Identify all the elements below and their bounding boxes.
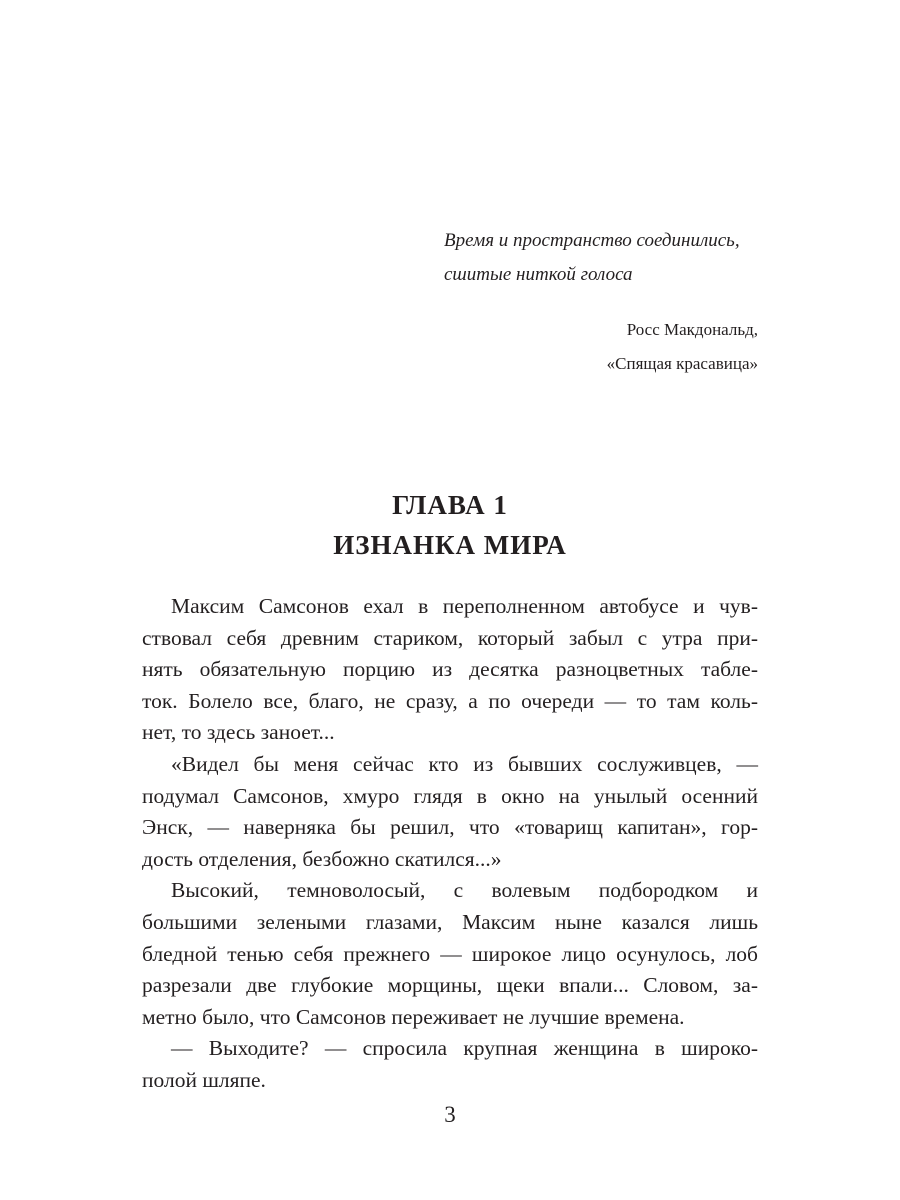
text-line: бледной тенью себя прежнего — широкое лицо осунулось, лоб — [142, 941, 758, 966]
attribution-author: Росс Макдональд, — [626, 320, 758, 339]
text-line: ствовал себя древним стариком, который забыл с утра при- — [142, 625, 758, 650]
chapter-number: ГЛАВА 1 — [392, 490, 508, 520]
body-text — [142, 591, 758, 1097]
text-line: нет, то здесь заноет... — [142, 720, 335, 745]
text-line: Максим Самсонов ехал в переполненном автобусе и чув- — [171, 594, 758, 618]
page-number: 3 — [444, 1102, 456, 1127]
text-line: большими зелеными глазами, Максим ныне казался лишь — [142, 909, 758, 934]
text-line: Высокий, темноволосый, с волевым подбородком и — [171, 878, 758, 903]
epigraph-attribution — [607, 313, 758, 381]
epigraph — [444, 224, 774, 292]
text-line: полой шляпе. — [142, 1067, 266, 1092]
epigraph-line: Время и пространство соединились, — [444, 230, 740, 251]
text-line: подумал Самсонов, хмуро глядя в окно на унылый осенний — [142, 783, 758, 808]
text-line: Энск, — наверняка бы решил, что «товарищ капитан», гор- — [142, 815, 758, 840]
text-line: нять обязательную порцию из десятка разноцветных табле- — [142, 657, 758, 682]
chapter-title: ИЗНАНКА МИРА — [333, 530, 567, 560]
attribution-source: «Спящая красавица» — [606, 354, 758, 373]
text-line: — Выходите? — спросила крупная женщина в широко- — [171, 1036, 758, 1061]
text-line: метно было, что Самсонов переживает не лучшие времена. — [142, 1004, 685, 1029]
text-line: дость отделения, безбожно скатился...» — [142, 846, 502, 871]
text-line: разрезали две глубокие морщины, щеки впали... Словом, за- — [142, 973, 758, 998]
epigraph-line: сшитые ниткой голоса — [444, 264, 633, 285]
text-line: «Видел бы меня сейчас кто из бывших сослуживцев, — — [171, 751, 758, 776]
text-line: ток. Болело все, благо, не сразу, а по очереди — то там коль- — [142, 688, 758, 713]
